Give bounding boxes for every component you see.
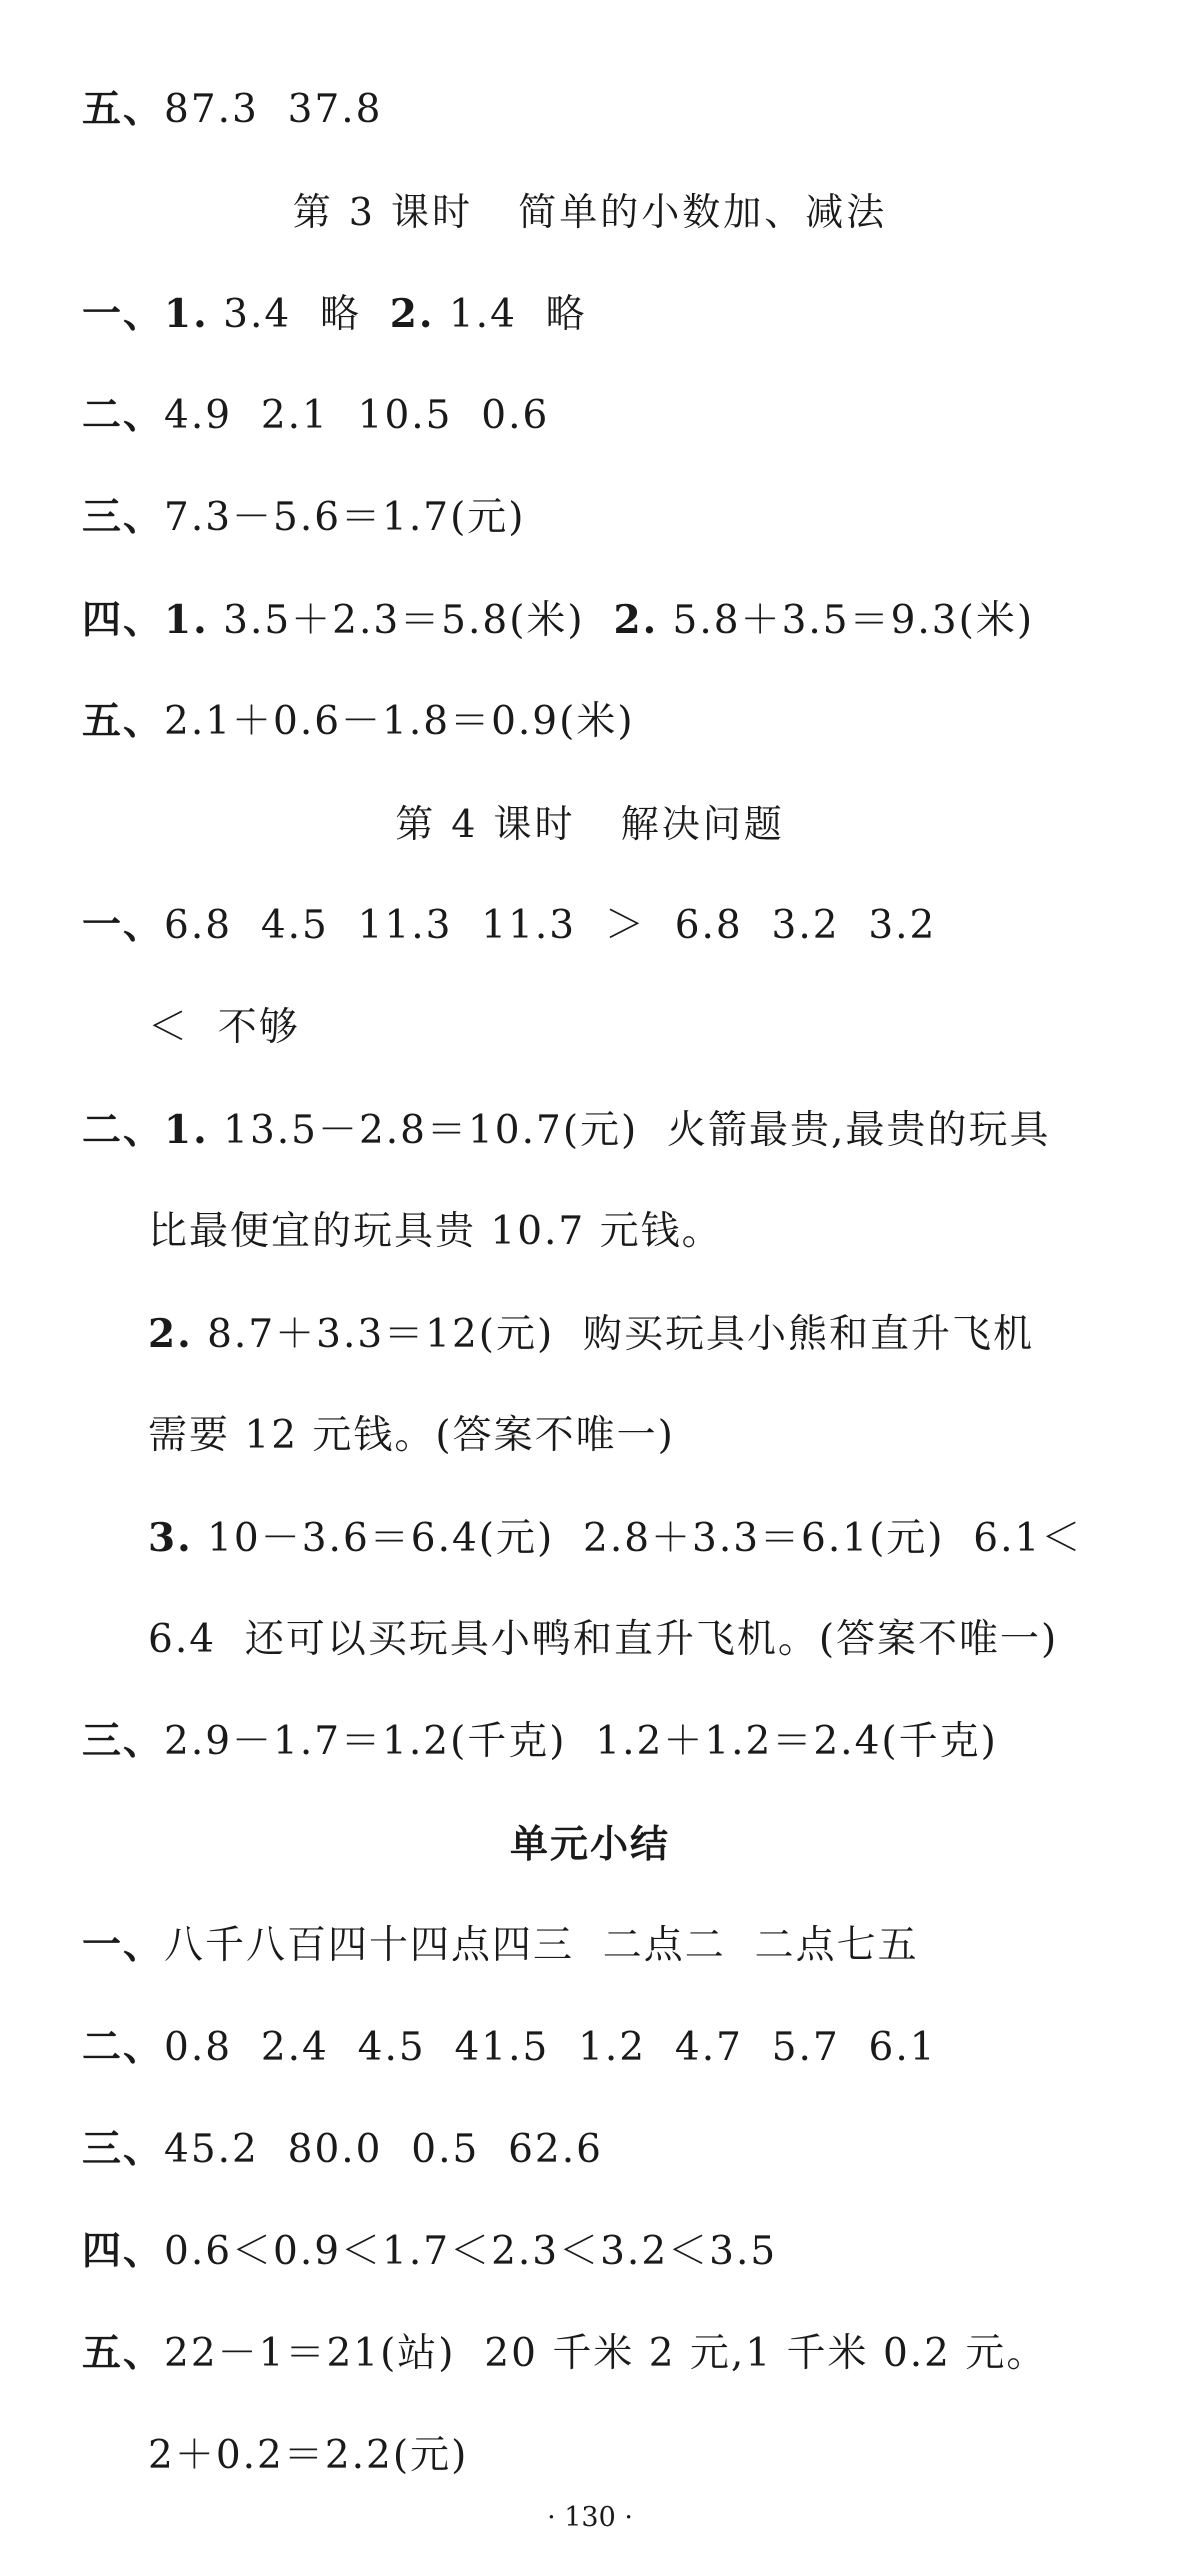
answer-text: 0.8 2.4 4.5 41.5 1.2 4.7 5.7 6.1 (164, 2025, 937, 2070)
section-lead: 三、 (82, 2127, 165, 2172)
item-number: 1. (164, 597, 209, 643)
answer-row (148, 1508, 1082, 1569)
answer-text: 八千八百四十四点四三 二点二 二点七五 (164, 1923, 919, 1968)
answer-row-continued (148, 1202, 723, 1262)
answer-row (148, 1304, 1034, 1365)
answer-row (82, 80, 382, 140)
answer-row-continued (148, 998, 300, 1058)
answer-text: 2.1＋0.6－1.8＝0.9(米) (164, 699, 635, 744)
section-lead: 一、 (82, 1923, 165, 1968)
answer-text: 10－3.6＝6.4(元) 2.8＋3.3＝6.1(元) 6.1＜ (192, 1516, 1083, 1561)
answer-text: 45.2 80.0 0.5 62.6 (164, 2127, 603, 2172)
answer-row (82, 1712, 998, 1772)
answer-text: 比最便宜的玩具贵 10.7 元钱。 (148, 1209, 723, 1254)
answer-row (82, 1916, 919, 1976)
answer-text: 6.8 4.5 11.3 11.3 ＞ 6.8 3.2 3.2 (164, 903, 937, 948)
section-lead: 三、 (82, 1719, 165, 1764)
section-lead: 二、 (82, 1108, 165, 1153)
answer-row (82, 2120, 603, 2180)
answer-text: 13.5－2.8＝10.7(元) 火箭最贵,最贵的玩具 (208, 1108, 1051, 1153)
answer-row (82, 284, 587, 345)
answer-text: ＜ 不够 (148, 1005, 300, 1050)
answer-text: 0.6＜0.9＜1.7＜2.3＜3.2＜3.5 (164, 2229, 778, 2274)
answer-row (82, 692, 635, 752)
section-lead: 五、 (82, 2331, 165, 2376)
section-lead: 四、 (82, 598, 165, 643)
item-number: 1. (164, 291, 209, 337)
answer-text: 2＋0.2＝2.2(元) (148, 2433, 469, 2478)
section-lead: 二、 (82, 2025, 165, 2070)
answer-text: 5.8＋3.5＝9.3(米) (658, 598, 1035, 643)
lesson-heading: 第 4 课时 解决问题 (395, 802, 785, 846)
answer-text: 2.9－1.7＝1.2(千克) 1.2＋1.2＝2.4(千克) (164, 1719, 998, 1764)
answer-text: 7.3－5.6＝1.7(元) (164, 495, 526, 540)
item-number: 2. (148, 1311, 193, 1357)
answer-text: 3.4 略 (208, 292, 390, 337)
section-lead: 三、 (82, 495, 165, 540)
item-number: 1. (164, 1107, 209, 1153)
answer-row (82, 386, 549, 446)
answer-text: 6.4 还可以买玩具小鸭和直升飞机。(答案不唯一) (148, 1617, 1059, 1662)
answer-row-continued (148, 2426, 468, 2486)
answer-text: 22－1＝21(站) 20 千米 2 元,1 千米 0.2 元。 (164, 2331, 1048, 2376)
answer-row (82, 1100, 1050, 1161)
answer-row-continued (148, 1406, 675, 1466)
section-lead: 四、 (82, 2229, 165, 2274)
item-number: 3. (148, 1515, 193, 1561)
section-lead: 一、 (82, 903, 165, 948)
answer-text: 8.7＋3.3＝12(元) 购买玩具小熊和直升飞机 (192, 1312, 1035, 1357)
answer-row (82, 2324, 1047, 2384)
answer-text: 1.4 略 (434, 292, 587, 337)
answer-text: 87.3 37.8 (164, 87, 383, 132)
answer-text: 3.5＋2.3＝5.8(米) (208, 598, 614, 643)
section-lead: 五、 (82, 87, 165, 132)
answer-text: 4.9 2.1 10.5 0.6 (164, 393, 550, 438)
answer-row (82, 590, 1034, 651)
answer-row (82, 488, 526, 548)
answer-row (82, 2222, 777, 2282)
unit-summary-heading: 单元小结 (509, 1822, 670, 1866)
section-lead: 二、 (82, 393, 165, 438)
answer-text: 需要 12 元钱。(答案不唯一) (148, 1413, 675, 1458)
item-number: 2. (613, 597, 659, 643)
page-number: · 130 · (547, 2502, 633, 2533)
answer-row (82, 2018, 937, 2078)
section-lead: 五、 (82, 699, 165, 744)
lesson-heading: 第 3 课时 简单的小数加、减法 (292, 190, 888, 234)
answer-row (82, 896, 936, 956)
item-number: 2. (389, 291, 435, 337)
answer-row-continued (148, 1610, 1058, 1670)
section-lead: 一、 (82, 292, 165, 337)
